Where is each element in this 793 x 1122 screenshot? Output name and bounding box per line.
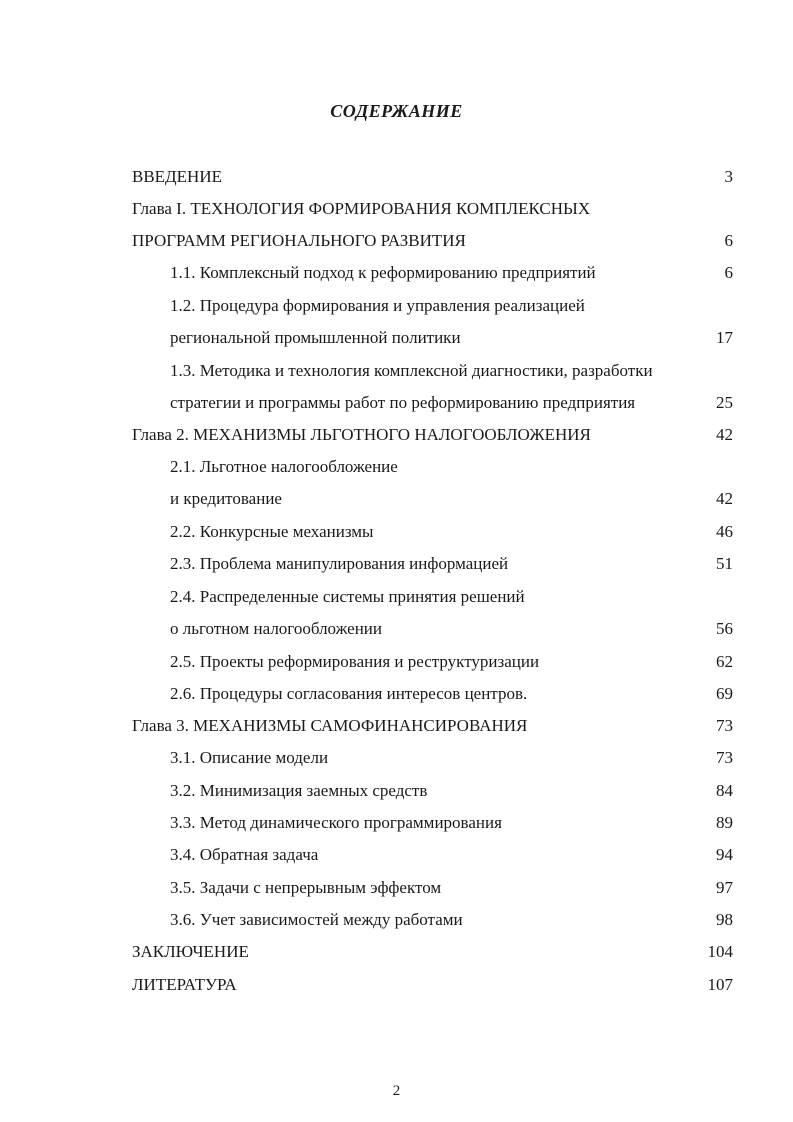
toc-entry-text: 1.1. Комплексный подход к реформированию предприятий — [170, 263, 596, 282]
toc-entry-page: 17 — [716, 328, 733, 347]
toc-entry-page: 89 — [716, 813, 733, 832]
toc-entry-page: 6 — [724, 231, 733, 250]
toc-entry-text: 2.5. Проекты реформирования и реструктуризации — [170, 652, 540, 671]
toc-entry-page: 84 — [716, 781, 733, 800]
page-title: СОДЕРЖАНИЕ — [330, 101, 463, 121]
toc-entry-text: 2.2. Конкурсные механизмы — [170, 522, 374, 541]
toc-entry-page: 69 — [716, 684, 733, 703]
toc-entry-text: 1.2. Процедура формирования и управления реализацией — [170, 296, 585, 315]
toc-entry-page: 94 — [716, 845, 733, 864]
toc-entry-page: 42 — [716, 425, 733, 444]
toc-entry-text: 3.5. Задачи с непрерывным эффектом — [170, 878, 442, 897]
toc-entry-page: 3 — [724, 167, 733, 186]
toc-entry-text: о льготном налогообложении — [170, 619, 382, 638]
toc-entry-text: 2.4. Распределенные системы принятия решений — [170, 587, 525, 606]
toc-entry-page: 51 — [716, 554, 733, 573]
toc-entry-page: 42 — [716, 489, 733, 508]
toc-entry-text: 3.6. Учет зависимостей между работами — [170, 910, 463, 929]
toc-entry-page: 107 — [707, 975, 733, 994]
page-number: 2 — [392, 1083, 401, 1099]
toc-entry-text: 2.6. Процедуры согласования интересов центров. — [170, 684, 528, 703]
toc-entry-text: 3.4. Обратная задача — [170, 845, 319, 864]
toc-entry-text: ПРОГРАММ РЕГИОНАЛЬНОГО РАЗВИТИЯ — [132, 231, 466, 250]
toc-entry-page: 62 — [716, 652, 733, 671]
toc-entry-text: и кредитование — [170, 489, 282, 508]
toc-entry-text: 3.2. Минимизация заемных средств — [170, 781, 428, 800]
toc-entry-text: Глава 3. МЕХАНИЗМЫ САМОФИНАНСИРОВАНИЯ — [132, 716, 528, 735]
toc-entry-page: 6 — [724, 263, 733, 282]
toc-entry-page: 56 — [716, 619, 733, 638]
toc-entry-text: Глава I. ТЕХНОЛОГИЯ ФОРМИРОВАНИЯ КОМПЛЕКСНЫХ — [132, 199, 591, 218]
toc-entry-page: 104 — [707, 942, 733, 961]
toc-entry-page: 25 — [716, 393, 733, 412]
toc-entry-text: 2.1. Льготное налогообложение — [170, 457, 398, 476]
toc-entry-page: 73 — [716, 716, 733, 735]
toc-entry-text: региональной промышленной политики — [170, 328, 461, 347]
toc-entry-text: стратегии и программы работ по реформированию предприятия — [170, 393, 636, 412]
toc-entry-page: 97 — [716, 878, 733, 897]
toc-entry-page: 98 — [716, 910, 733, 929]
toc-entry-text: 1.3. Методика и технология комплексной диагностики, разработки — [170, 361, 653, 380]
toc-entry-text: ЛИТЕРАТУРА — [132, 975, 237, 994]
toc-entry-text: 3.1. Описание модели — [170, 748, 329, 767]
toc-entry-text: 2.3. Проблема манипулирования информацией — [170, 554, 509, 573]
toc-entry-text: ЗАКЛЮЧЕНИЕ — [132, 942, 249, 961]
toc-entry-text: Глава 2. МЕХАНИЗМЫ ЛЬГОТНОГО НАЛОГООБЛОЖЕНИЯ — [132, 425, 591, 444]
toc-entry-page: 46 — [716, 522, 733, 541]
toc-entry-text: 3.3. Метод динамического программирования — [170, 813, 502, 832]
toc-entry-text: ВВЕДЕНИЕ — [132, 167, 222, 186]
toc-entry-page: 73 — [716, 748, 733, 767]
